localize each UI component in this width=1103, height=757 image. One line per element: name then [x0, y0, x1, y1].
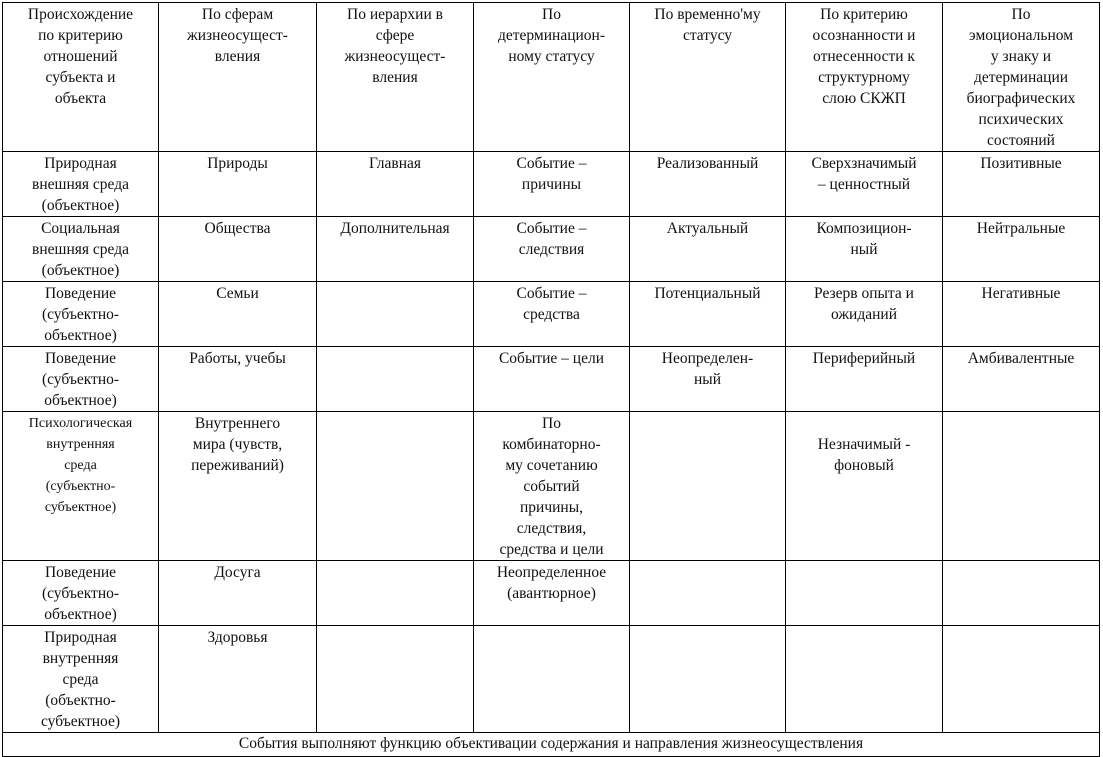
table-cell: [786, 626, 943, 733]
table-cell: Досуга: [159, 561, 317, 626]
header-cell-determination: По детерминацион- ному статусу: [474, 3, 630, 152]
table-row: [3, 561, 1100, 626]
table-cell: [317, 561, 474, 626]
table-cell: Поведение (субъектно- объектное): [3, 347, 159, 412]
table-cell: Природная внешняя среда (объектное): [3, 152, 159, 217]
table-cell: Событие – средства: [474, 282, 630, 347]
table-cell: [630, 626, 786, 733]
table-cell: Резерв опыта и ожиданий: [786, 282, 943, 347]
table-cell: [317, 347, 474, 412]
table-cell: Общества: [159, 217, 317, 282]
header-cell-spheres: По сферам жизнеосущест- вления: [159, 3, 317, 152]
header-cell-origin: Происхождение по критерию отношений субъекта и объекта: [3, 3, 159, 152]
header-cell-hierarchy: По иерархии в сфере жизнеосущест- вления: [317, 3, 474, 152]
table-cell: Здоровья: [159, 626, 317, 733]
table-cell: Композицион- ный: [786, 217, 943, 282]
table-cell: [786, 561, 943, 626]
table-cell: [943, 561, 1100, 626]
table-row: [3, 412, 1100, 561]
table-cell: Негативные: [943, 282, 1100, 347]
table-cell: [630, 412, 786, 561]
table-cell: Главная: [317, 152, 474, 217]
table-cell: Природная внутренняя среда (объектно- субъектное): [3, 626, 159, 733]
table-cell: Работы, учебы: [159, 347, 317, 412]
table-cell: Незначимый - фоновый: [786, 412, 943, 561]
table-cell: Актуальный: [630, 217, 786, 282]
events-classification-table: [2, 2, 1100, 757]
table-cell: Социальная внешняя среда (объектное): [3, 217, 159, 282]
table-cell: По комбинаторно- му сочетанию событий причины, следствия, средства и цели: [474, 412, 630, 561]
table-footer-note: События выполняют функцию объективации содержания и направления жизнеосуществления: [3, 733, 1100, 757]
table-cell: [317, 282, 474, 347]
table-cell: Дополнительная: [317, 217, 474, 282]
table-cell: [317, 626, 474, 733]
table-cell: Событие – цели: [474, 347, 630, 412]
header-cell-emotional: По эмоциональном у знаку и детерминации биографических психических состояний: [943, 3, 1100, 152]
table-cell: Внутреннего мира (чувств, переживаний): [159, 412, 317, 561]
header-row: [3, 3, 1100, 152]
table-cell: Неопределен- ный: [630, 347, 786, 412]
table-cell: [474, 626, 630, 733]
table-cell: Периферийный: [786, 347, 943, 412]
table-cell: Сверхзначимый – ценностный: [786, 152, 943, 217]
table-cell: Природы: [159, 152, 317, 217]
table-cell: Событие – следствия: [474, 217, 630, 282]
table-row: [3, 217, 1100, 282]
table-cell: Семьи: [159, 282, 317, 347]
table-cell: [943, 626, 1100, 733]
table-cell: Позитивные: [943, 152, 1100, 217]
table-cell: Неопределенное (авантюрное): [474, 561, 630, 626]
table-cell: Психологическая внутренняя среда (субъектно- субъектное): [3, 412, 159, 561]
table-row: [3, 152, 1100, 217]
table-cell: Реализованный: [630, 152, 786, 217]
table-cell: Поведение (субъектно- объектное): [3, 282, 159, 347]
table-cell: Поведение (субъектно- объектное): [3, 561, 159, 626]
table-cell: Событие – причины: [474, 152, 630, 217]
table-row: [3, 282, 1100, 347]
header-cell-awareness: По критерию осознанности и отнесенности к структурному слою СКЖП: [786, 3, 943, 152]
table-row: [3, 347, 1100, 412]
header-cell-temporal: По временно'му статусу: [630, 3, 786, 152]
table-cell: Потенциальный: [630, 282, 786, 347]
table-row: [3, 626, 1100, 733]
table-cell: [943, 412, 1100, 561]
table-cell: Амбивалентные: [943, 347, 1100, 412]
table-cell: [317, 412, 474, 561]
table-cell: [630, 561, 786, 626]
table-cell: Нейтральные: [943, 217, 1100, 282]
